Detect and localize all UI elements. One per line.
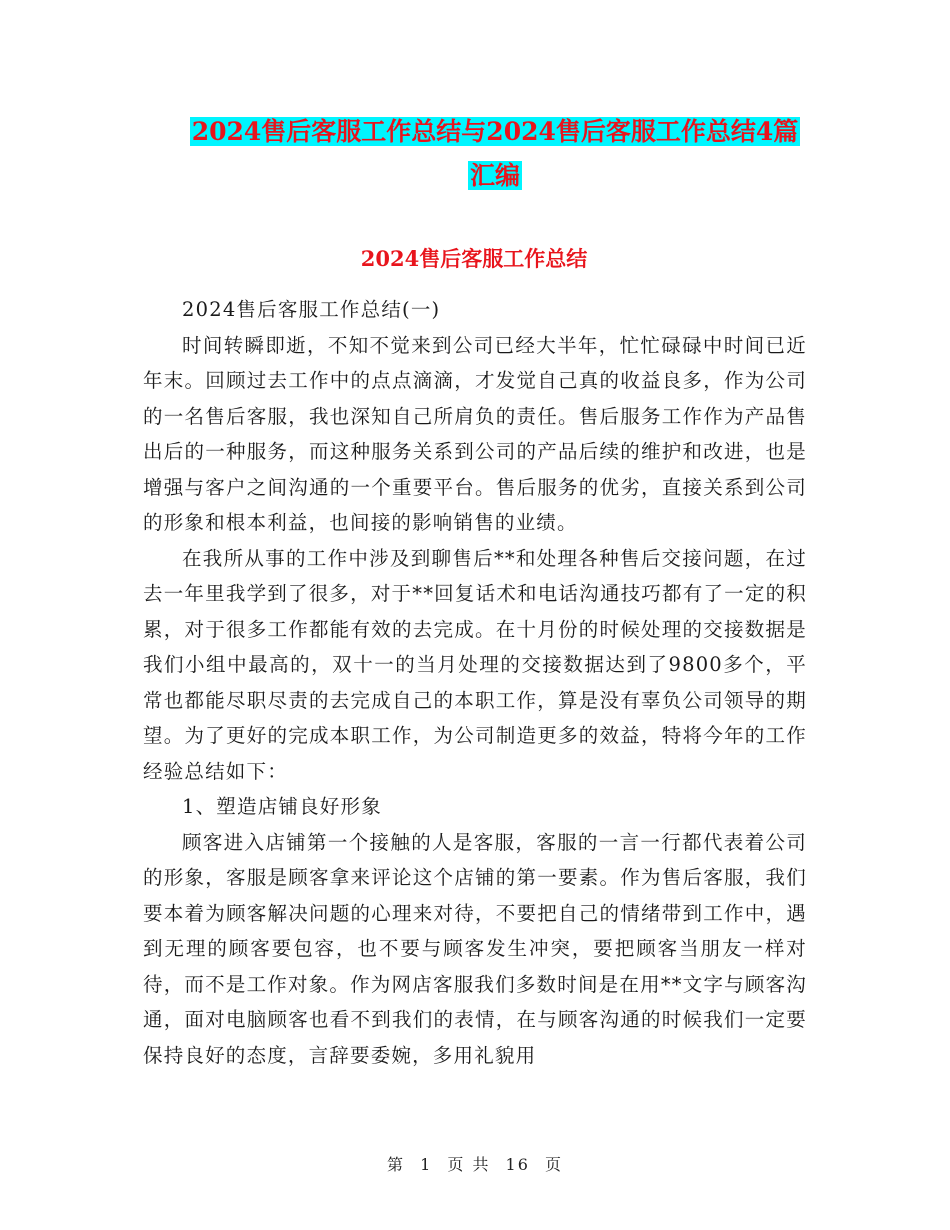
list-heading: 1、塑造店铺良好形象 (182, 795, 382, 818)
footer-suffix: 页 (545, 1155, 564, 1174)
page-footer (0, 1152, 950, 1175)
footer-prefix: 第 (386, 1155, 405, 1174)
subsection-heading: 2024售后客服工作总结(一) (182, 298, 441, 321)
body-paragraph: 在我所从事的工作中涉及到聊售后**和处理各种售后交接问题，在过去一年里我学到了很多，对于**回复话术和电话沟通技巧都有了一定的积累，对于很多工作都能有效的去完成。在十月份的时候处理的交接数据是我们小组中最高的，双十一的当月处理的交接数据达到了9800多个，平常也都能尽职尽责的去完成自己的本职工作，算是没有辜负公司领导的期望。为了更好的完成本职工作，为公司制造更多的效益，特将今年的工作经验总结如下： (143, 546, 807, 783)
footer-page-number: 1 (420, 1155, 433, 1174)
document-title-line2: 汇编 (469, 161, 520, 190)
body-paragraph: 时间转瞬即逝，不知不觉来到公司已经大半年，忙忙碌碌中时间已近年末。回顾过去工作中的点点滴滴，才发觉自己真的收益良多，作为公司的一名售后客服，我也深知自己所肩负的责任。售后服务工作作为产品售出后的一种服务，而这种服务关系到公司的产品后续的维护和改进，也是增强与客户之间沟通的一个重要平台。售后服务的优劣，直接关系到公司的形象和根本利益，也间接的影响销售的业绩。 (143, 333, 807, 534)
footer-total-pages: 16 (505, 1155, 530, 1174)
document-title-line1: 2024售后客服工作总结与2024售后客服工作总结4篇 (191, 117, 799, 146)
body-paragraph: 顾客进入店铺第一个接触的人是客服，客服的一言一行都代表着公司的形象，客服是顾客拿来评论这个店铺的第一要素。作为售后客服，我们要本着为顾客解决问题的心理来对待，不要把自己的情绪带到工作中，遇到无理的顾客要包容，也不要与顾客发生冲突，要把顾客当朋友一样对待，而不是工作对象。作为网店客服我们多数时间是在用**文字与顾客沟通，面对电脑顾客也看不到我们的表情，在与顾客沟通的时候我们一定要保持良好的态度，言辞要委婉，多用礼貌用 (143, 830, 807, 1067)
document-body (143, 292, 807, 1073)
footer-middle: 页 共 (447, 1155, 491, 1174)
section-title: 2024售后客服工作总结 (360, 246, 588, 271)
document-title (140, 110, 850, 198)
